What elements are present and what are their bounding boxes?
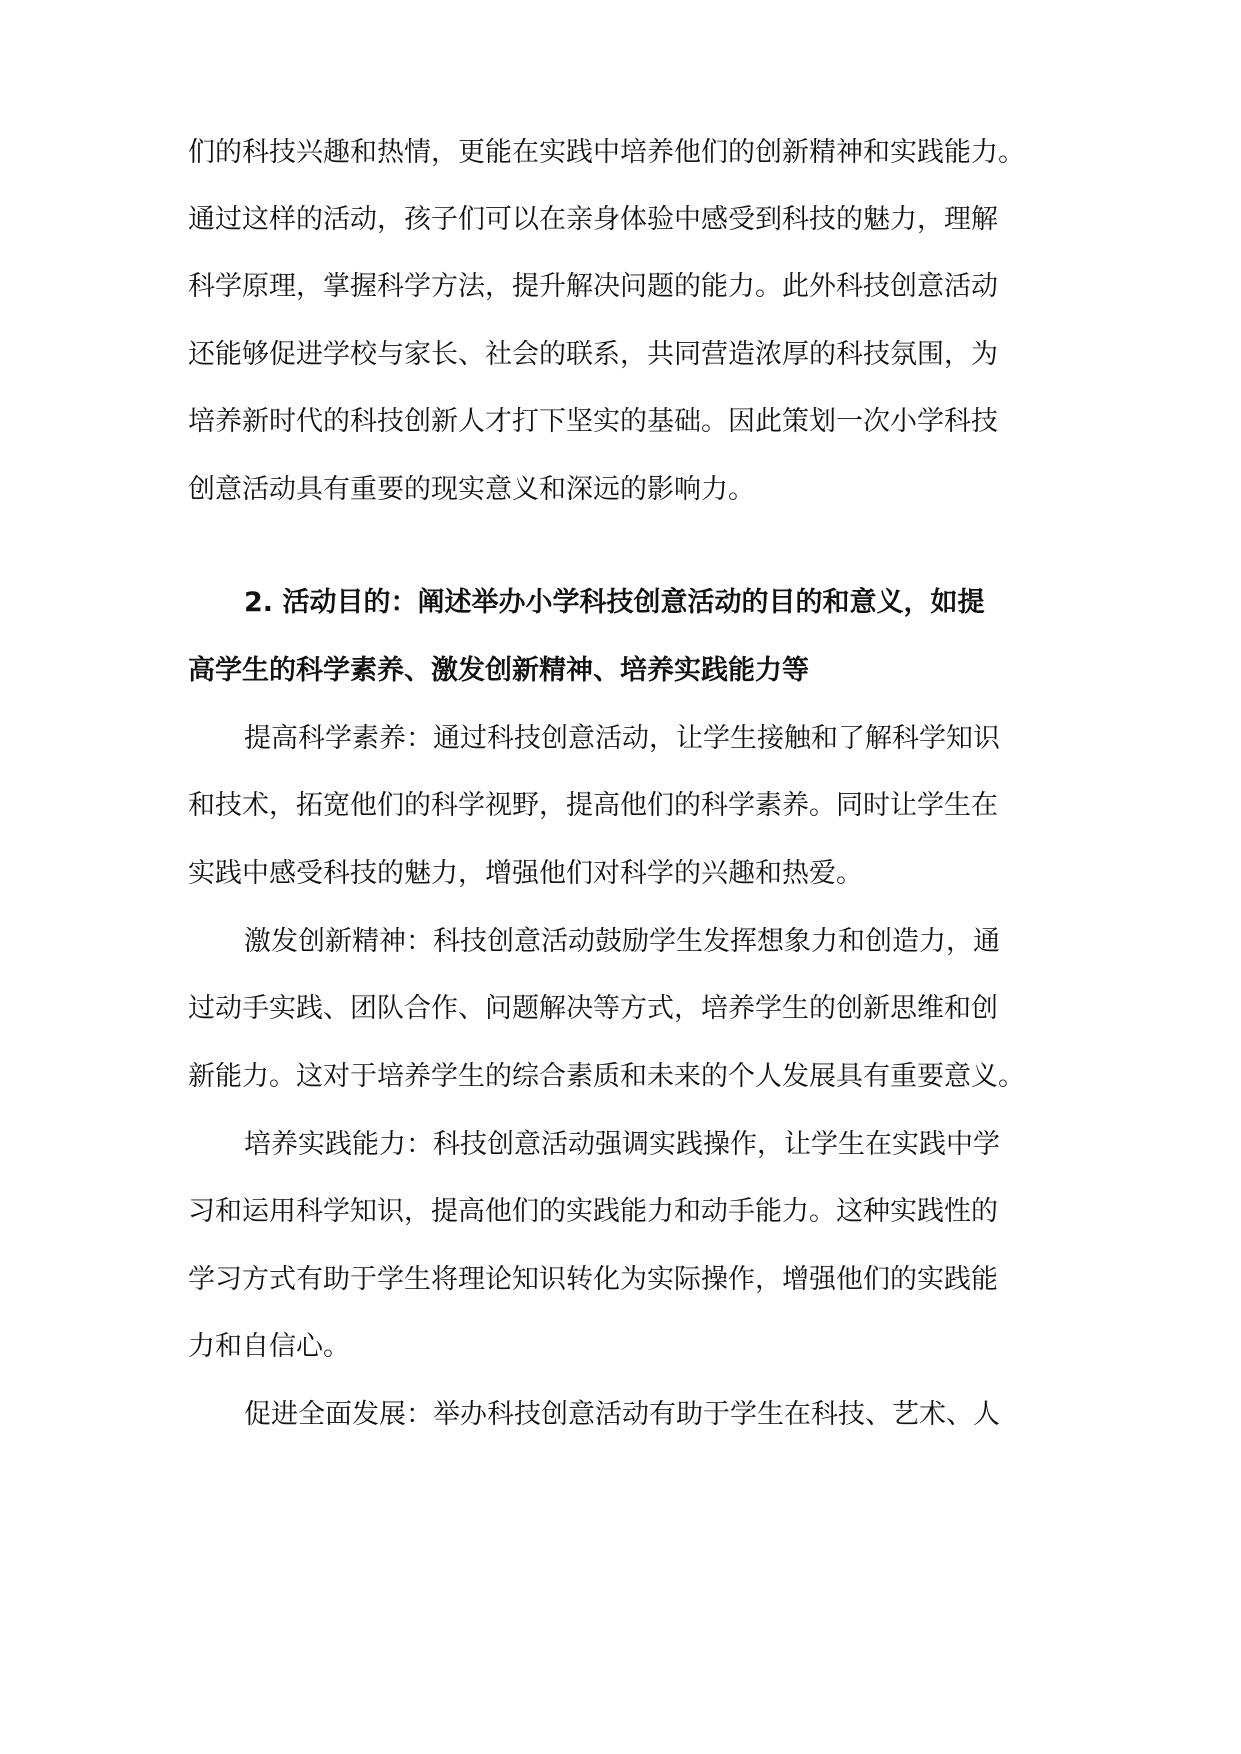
heading-line: 高学生的科学素养、激发创新精神、培养实践能力等 bbox=[188, 655, 809, 686]
text-line: 还能够促进学校与家长、社会的联系，共同营造浓厚的科技氛围，为 bbox=[188, 339, 998, 370]
text-line: 创意活动具有重要的现实意义和深远的影响力。 bbox=[188, 474, 755, 505]
text-line: 培养新时代的科技创新人才打下坚实的基础。因此策划一次小学科技 bbox=[188, 406, 998, 437]
text-line: 激发创新精神：科技创意活动鼓励学生发挥想象力和创造力，通 bbox=[244, 926, 1000, 957]
text-line: 们的科技兴趣和热情，更能在实践中培养他们的创新精神和实践能力。 bbox=[188, 137, 1025, 168]
text-line: 促进全面发展：举办科技创意活动有助于学生在科技、艺术、人 bbox=[244, 1399, 1000, 1430]
text-line: 习和运用科学知识，提高他们的实践能力和动手能力。这种实践性的 bbox=[188, 1196, 998, 1227]
text-line: 实践中感受科技的魅力，增强他们对科学的兴趣和热爱。 bbox=[188, 858, 863, 889]
text-line: 和技术，拓宽他们的科学视野，提高他们的科学素养。同时让学生在 bbox=[188, 790, 998, 821]
heading-line: 2. 活动目的：阐述举办小学科技创意活动的目的和意义，如提 bbox=[244, 587, 985, 618]
text-line: 科学原理，掌握科学方法，提升解决问题的能力。此外科技创意活动 bbox=[188, 271, 998, 302]
text-line: 新能力。这对于培养学生的综合素质和未来的个人发展具有重要意义。 bbox=[188, 1061, 1025, 1092]
text-line: 力和自信心。 bbox=[188, 1331, 350, 1362]
text-line: 提高科学素养：通过科技创意活动，让学生接触和了解科学知识 bbox=[244, 723, 1000, 754]
text-line: 通过这样的活动，孩子们可以在亲身体验中感受到科技的魅力，理解 bbox=[188, 204, 998, 235]
text-line: 过动手实践、团队合作、问题解决等方式，培养学生的创新思维和创 bbox=[188, 993, 998, 1024]
text-line: 培养实践能力：科技创意活动强调实践操作，让学生在实践中学 bbox=[244, 1129, 1000, 1160]
text-line: 学习方式有助于学生将理论知识转化为实际操作，增强他们的实践能 bbox=[188, 1264, 998, 1295]
